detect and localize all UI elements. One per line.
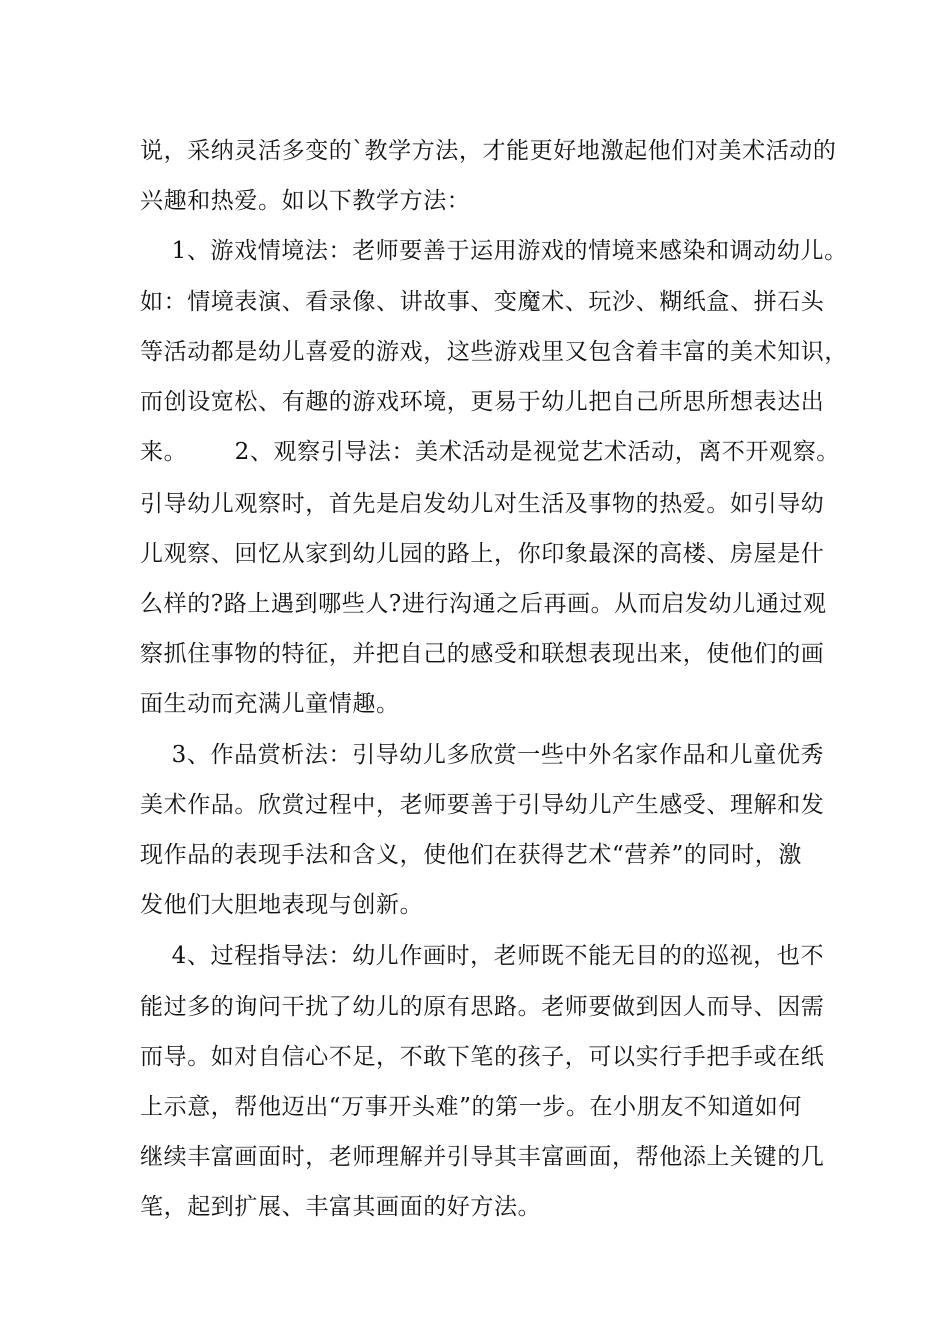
text-line: 等活动都是幼儿喜爱的游戏，这些游戏里又包含着丰富的美术知识， [140, 339, 848, 365]
text-line: 上示意，帮他迈出“万事开头难”的第一步。在小朋友不知道如何 [140, 1094, 802, 1120]
text-line: 如：情境表演、看录像、讲故事、变魔术、玩沙、糊纸盒、拼石头 [140, 289, 825, 315]
text-line: 引导幼儿观察时，首先是启发幼儿对生活及事物的热爱。如引导幼 [140, 491, 825, 517]
text-line: 美术作品。欣赏过程中，老师要善于引导幼儿产生感受、理解和发 [140, 792, 825, 818]
text-line: 1、游戏情境法：老师要善于运用游戏的情境来感染和调动幼儿。 [140, 238, 848, 264]
text-line: 面生动而充满儿童情趣。 [140, 691, 400, 717]
text-line: 而导。如对自信心不足，不敢下笔的孩子，可以实行手把手或在纸 [140, 1044, 825, 1070]
text-line: 3、作品赏析法：引导幼儿多欣赏一些中外名家作品和儿童优秀 [140, 742, 825, 768]
text-line: 来。 2、观察引导法：美术活动是视觉艺术活动，离不开观察。 [140, 439, 840, 465]
text-line: 儿观察、回忆从家到幼儿园的路上，你印象最深的高楼、房屋是什 [140, 541, 825, 567]
text-line: 能过多的询问干扰了幼儿的原有思路。老师要做到因人而导、因需 [140, 994, 825, 1020]
text-line: 继续丰富画面时，老师理解并引导其丰富画面，帮他添上关键的几 [140, 1144, 825, 1170]
text-line: 现作品的表现手法和含义，使他们在获得艺术“营养”的同时，激 [140, 842, 802, 868]
text-line: 说，采纳灵活多变的`教学方法，才能更好地激起他们对美术活动的 [140, 138, 837, 164]
text-line: 发他们大胆地表现与创新。 [140, 892, 424, 918]
text-line: 么样的?路上遇到哪些人?进行沟通之后再画。从而启发幼儿通过观 [140, 591, 827, 617]
text-line: 兴趣和热爱。如以下教学方法： [140, 188, 471, 214]
text-line: 察抓住事物的特征，并把自己的感受和联想表现出来，使他们的画 [140, 641, 825, 667]
text-line: 4、过程指导法：幼儿作画时，老师既不能无目的的巡视，也不 [140, 943, 825, 969]
text-line: 笔，起到扩展、丰富其画面的好方法。 [140, 1194, 542, 1220]
text-line: 而创设宽松、有趣的游戏环境，更易于幼儿把自己所思所想表达出 [140, 389, 825, 415]
